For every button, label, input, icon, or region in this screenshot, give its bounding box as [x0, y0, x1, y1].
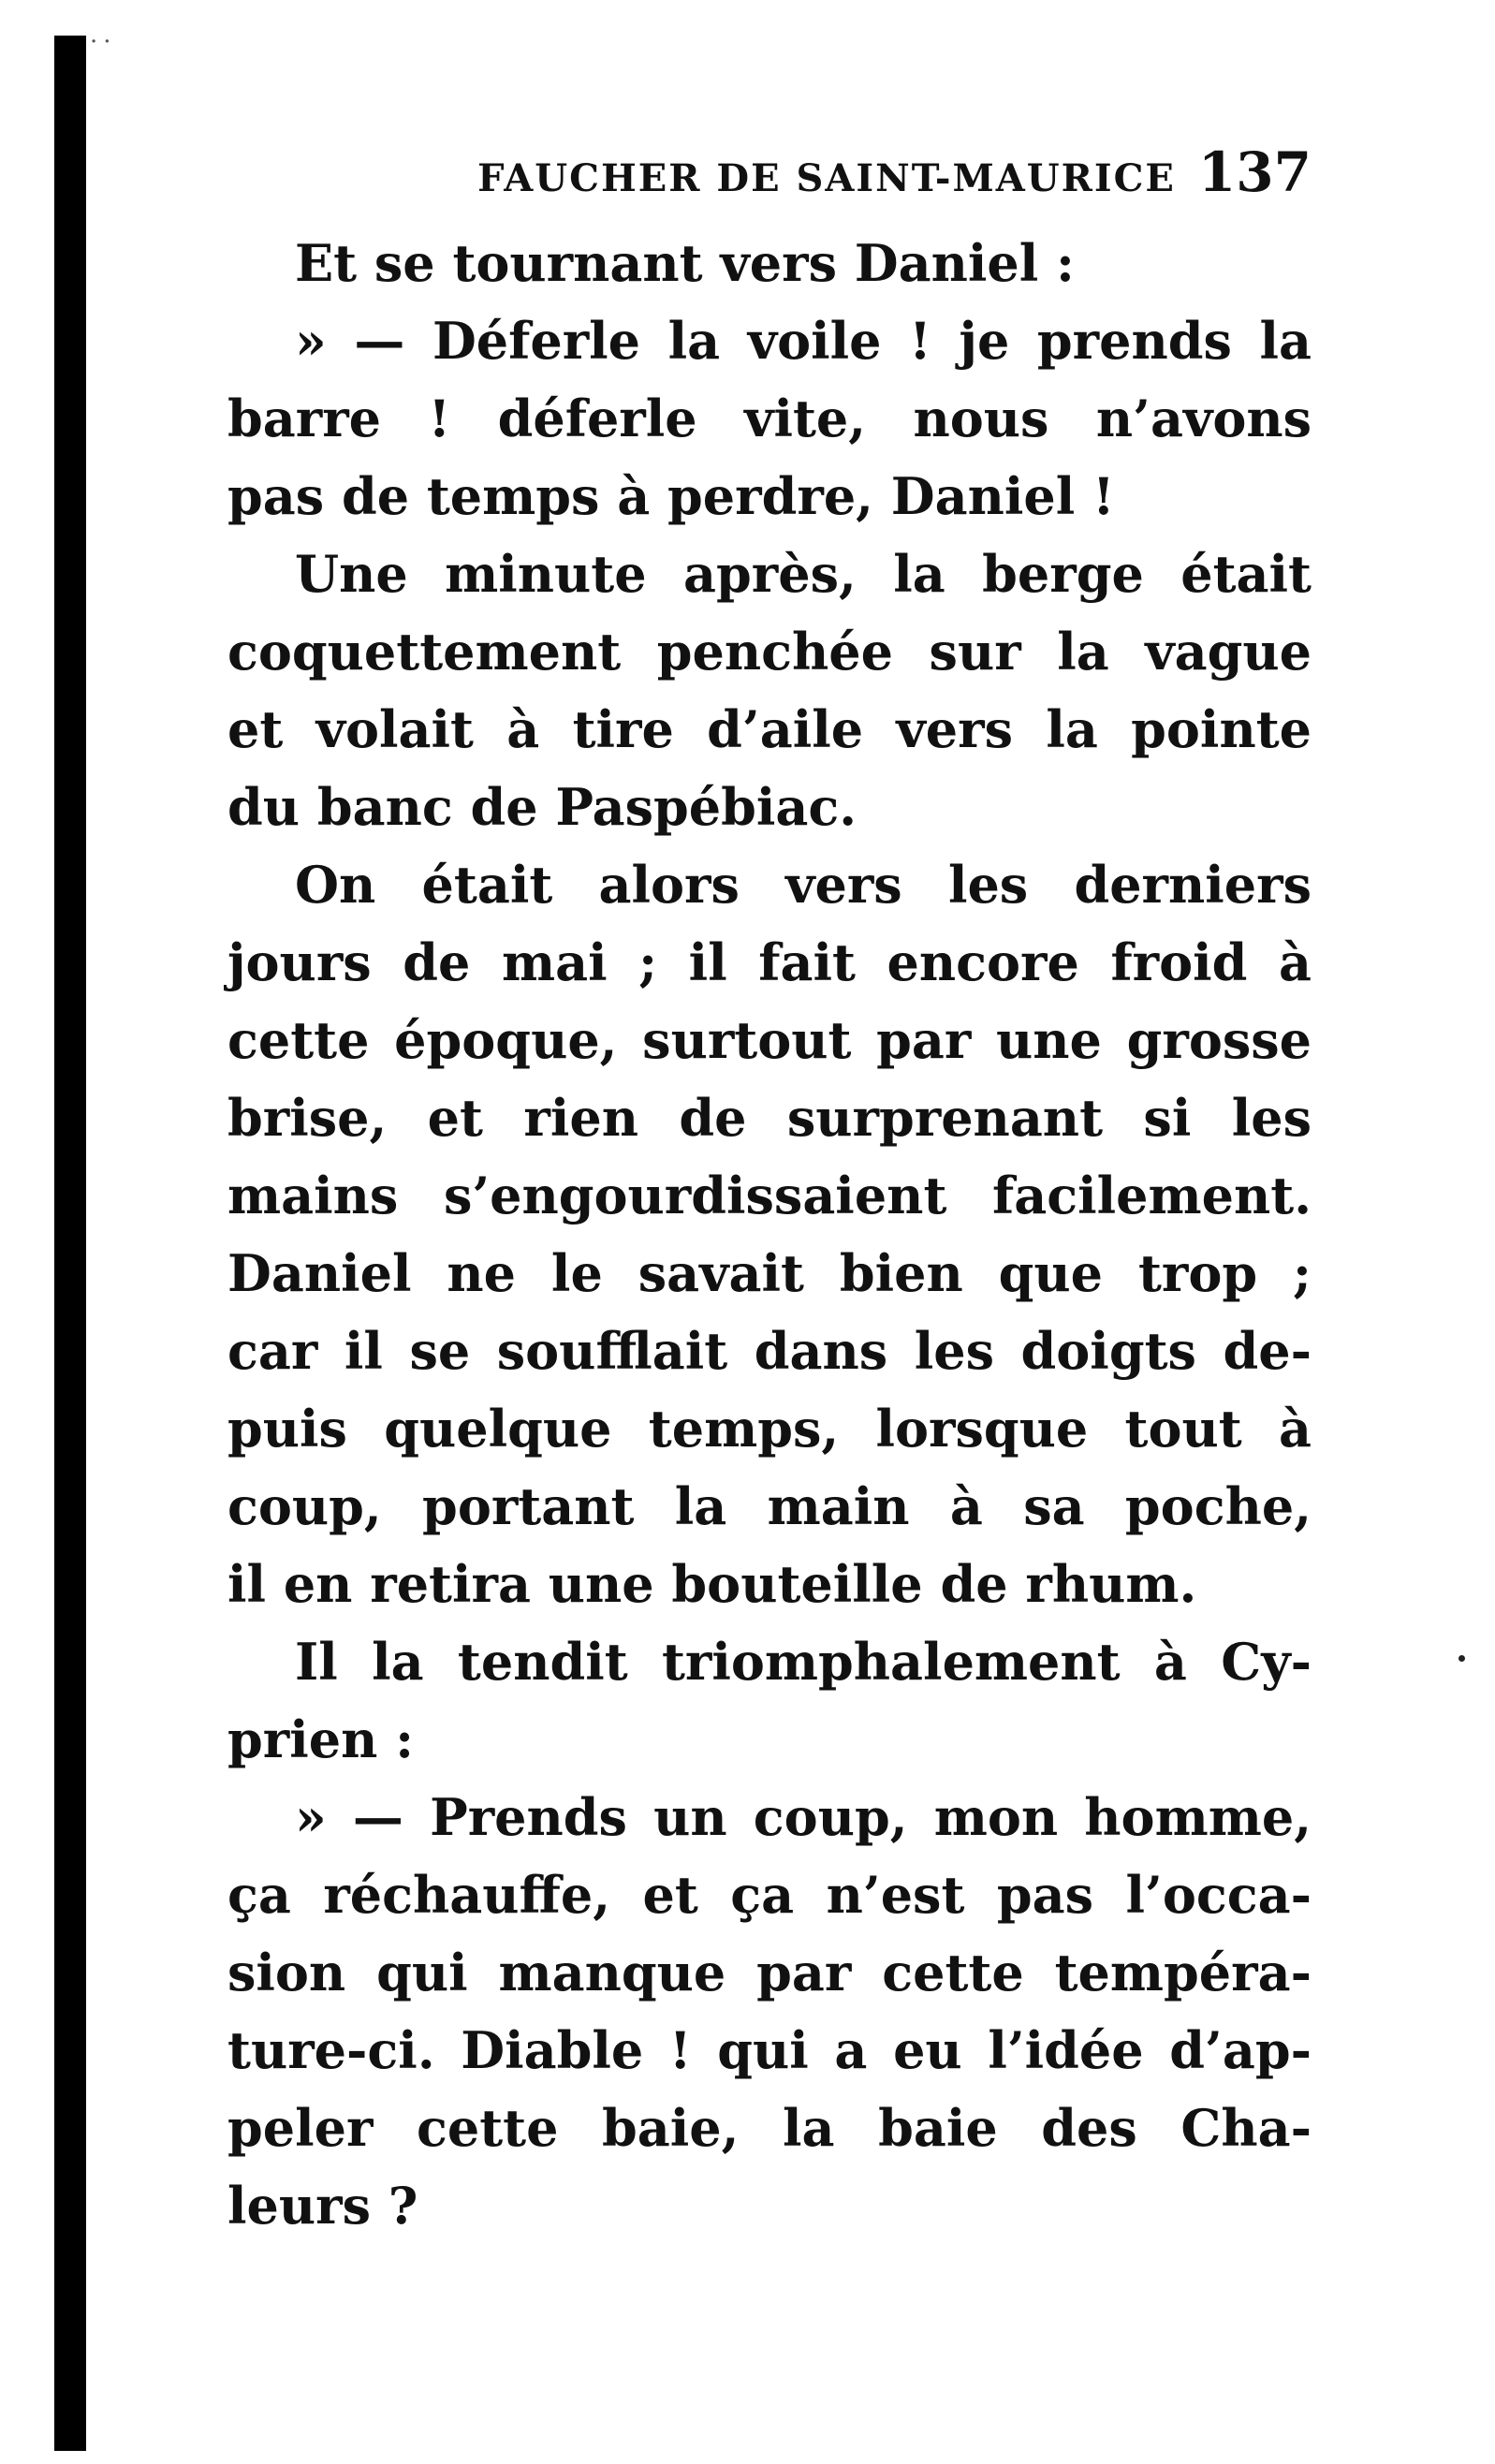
text-line: peler cette baie, la baie des Cha- — [227, 2098, 1312, 2158]
text-line: Et se tournant vers Daniel : — [295, 233, 1075, 293]
text-line: prien : — [227, 1709, 415, 1769]
text-line: jours de mai ; il fait encore froid à — [227, 932, 1312, 992]
ink-speck — [1458, 1655, 1465, 1662]
text-line: » — Prends un coup, mon homme, — [295, 1787, 1312, 1847]
text-line: il en retira une bouteille de rhum. — [227, 1554, 1197, 1614]
text-line: sion qui manque par cette tempéra- — [227, 1943, 1312, 2002]
text-line: Une minute après, la berge était — [295, 544, 1312, 604]
body-text — [227, 225, 1312, 2245]
running-header-title: FAUCHER DE SAINT-MAURICE — [477, 156, 1176, 200]
text-line: coquettement penchée sur la vague — [227, 622, 1312, 682]
text-line: barre ! déferle vite, nous n’avons — [227, 389, 1312, 448]
text-line: » — Déferle la voile ! je prends la — [295, 311, 1312, 371]
running-header — [227, 140, 1312, 225]
text-line: cette époque, surtout par une grosse — [227, 1010, 1312, 1070]
text-line: coup, portant la main à sa poche, — [227, 1476, 1312, 1536]
binding-edge-bar — [54, 36, 86, 2451]
text-line: On était alors vers les derniers — [295, 855, 1312, 915]
text-line: Il la tendit triomphalement à Cy- — [295, 1632, 1312, 1692]
text-line: puis quelque temps, lorsque tout à — [227, 1399, 1312, 1459]
text-line: mains s’engourdissaient facilement. — [227, 1166, 1312, 1225]
text-line: brise, et rien de surprenant si les — [227, 1088, 1312, 1148]
text-line: ça réchauffe, et ça n’est pas l’occa- — [227, 1865, 1312, 1925]
gutter-marks: ·· — [90, 28, 117, 56]
text-line: et volait à tire d’aile vers la pointe — [227, 699, 1312, 759]
text-line: Daniel ne le savait bien que trop ; — [227, 1243, 1312, 1303]
book-page — [227, 140, 1312, 2245]
text-line: car il se soufflait dans les doigts de- — [227, 1321, 1312, 1381]
page-number: 137 — [1197, 140, 1312, 204]
text-line: du banc de Paspébiac. — [227, 777, 857, 837]
text-line: pas de temps à perdre, Daniel ! — [227, 466, 1115, 526]
text-line: ture-ci. Diable ! qui a eu l’idée d’ap- — [227, 2020, 1312, 2080]
text-line: leurs ? — [227, 2176, 418, 2236]
